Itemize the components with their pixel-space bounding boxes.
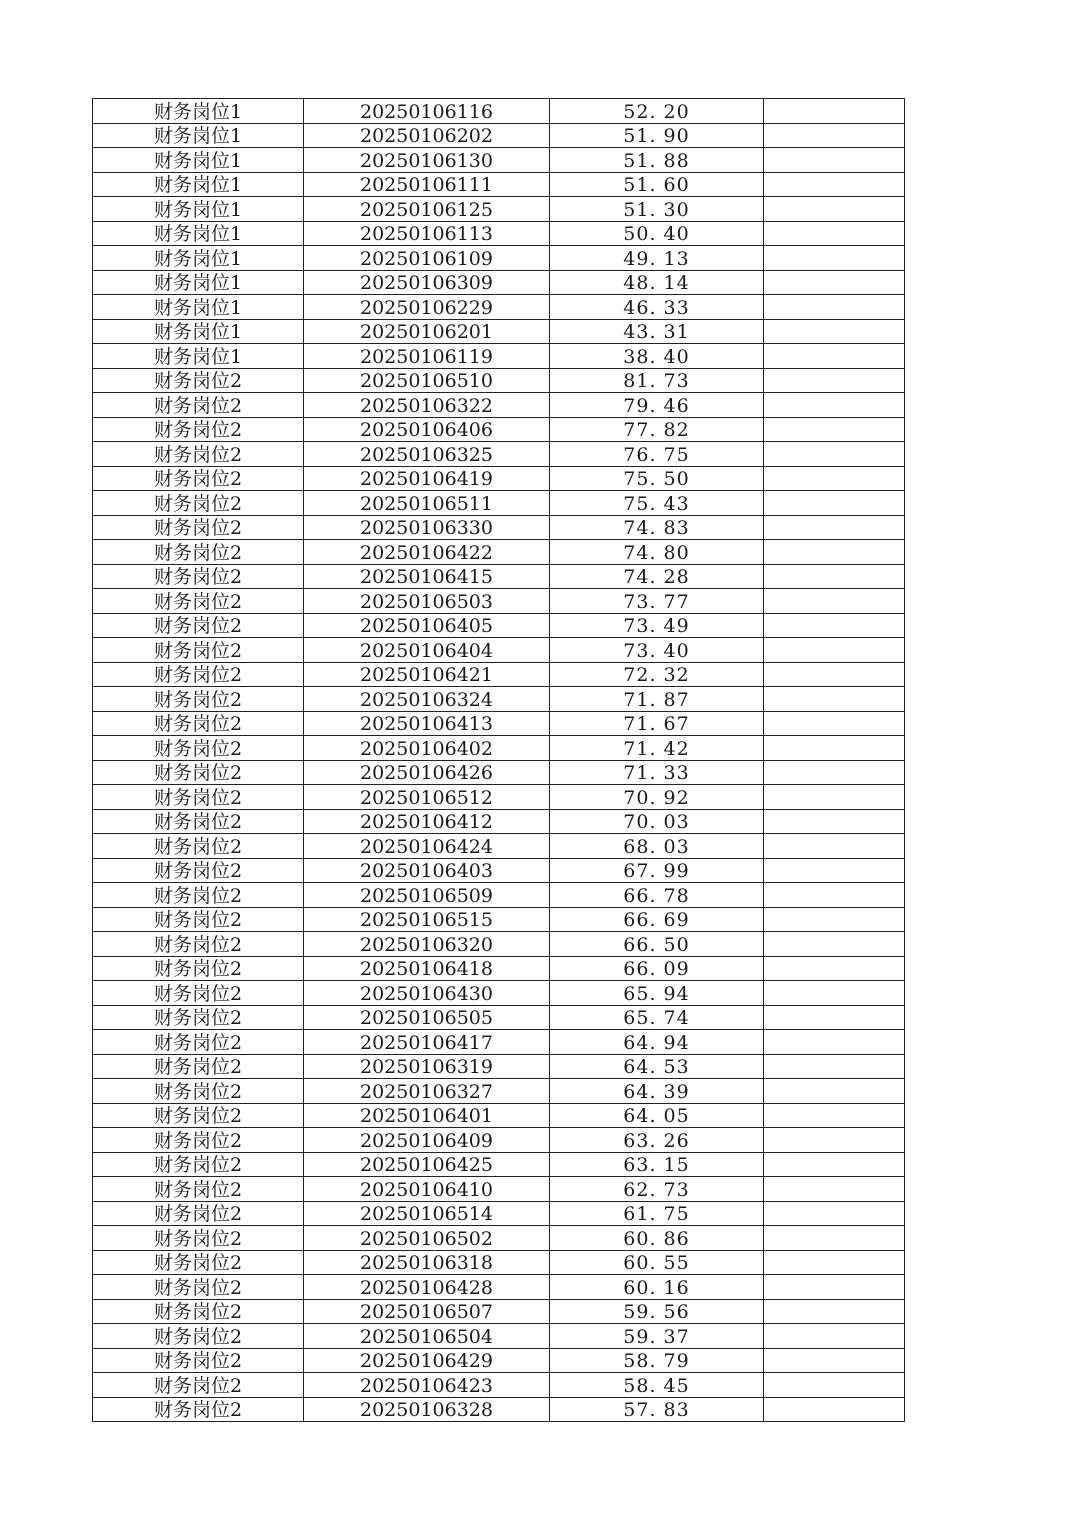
table-row xyxy=(93,417,905,442)
table-row xyxy=(93,1373,905,1398)
table-row xyxy=(93,319,905,344)
post-cell: 财务岗位2 xyxy=(93,736,304,761)
remark-cell xyxy=(764,1373,905,1398)
table-row xyxy=(93,613,905,638)
score-cell: 74. 83 xyxy=(550,515,764,540)
post-cell: 财务岗位1 xyxy=(93,221,304,246)
post-cell: 财务岗位2 xyxy=(93,1201,304,1226)
exam-id-cell: 20250106406 xyxy=(304,417,550,442)
post-cell: 财务岗位1 xyxy=(93,270,304,295)
exam-id-cell: 20250106423 xyxy=(304,1373,550,1398)
exam-id-cell: 20250106507 xyxy=(304,1299,550,1324)
exam-id-cell: 20250106113 xyxy=(304,221,550,246)
post-cell: 财务岗位2 xyxy=(93,981,304,1006)
exam-id-cell: 20250106229 xyxy=(304,295,550,320)
remark-cell xyxy=(764,564,905,589)
remark-cell xyxy=(764,172,905,197)
post-cell: 财务岗位2 xyxy=(93,1324,304,1349)
post-cell: 财务岗位2 xyxy=(93,1275,304,1300)
exam-id-cell: 20250106402 xyxy=(304,736,550,761)
remark-cell xyxy=(764,148,905,173)
post-cell: 财务岗位2 xyxy=(93,638,304,663)
remark-cell xyxy=(764,907,905,932)
score-cell: 64. 05 xyxy=(550,1103,764,1128)
table-row xyxy=(93,564,905,589)
exam-id-cell: 20250106320 xyxy=(304,932,550,957)
exam-id-cell: 20250106328 xyxy=(304,1397,550,1422)
table-row xyxy=(93,687,905,712)
exam-id-cell: 20250106512 xyxy=(304,785,550,810)
score-cell: 71. 87 xyxy=(550,687,764,712)
table-row xyxy=(93,1005,905,1030)
remark-cell xyxy=(764,1226,905,1251)
table-row xyxy=(93,172,905,197)
post-cell: 财务岗位1 xyxy=(93,344,304,369)
exam-id-cell: 20250106401 xyxy=(304,1103,550,1128)
post-cell: 财务岗位2 xyxy=(93,687,304,712)
score-cell: 51. 90 xyxy=(550,123,764,148)
post-cell: 财务岗位2 xyxy=(93,662,304,687)
table-row xyxy=(93,442,905,467)
table-row xyxy=(93,736,905,761)
score-cell: 60. 16 xyxy=(550,1275,764,1300)
remark-cell xyxy=(764,858,905,883)
post-cell: 财务岗位2 xyxy=(93,540,304,565)
exam-id-cell: 20250106510 xyxy=(304,368,550,393)
score-cell: 79. 46 xyxy=(550,393,764,418)
remark-cell xyxy=(764,515,905,540)
score-cell: 76. 75 xyxy=(550,442,764,467)
exam-id-cell: 20250106430 xyxy=(304,981,550,1006)
post-cell: 财务岗位2 xyxy=(93,1397,304,1422)
exam-id-cell: 20250106515 xyxy=(304,907,550,932)
table-row xyxy=(93,540,905,565)
table-row xyxy=(93,515,905,540)
exam-id-cell: 20250106424 xyxy=(304,834,550,859)
table-row xyxy=(93,638,905,663)
score-cell: 51. 30 xyxy=(550,197,764,222)
exam-id-cell: 20250106428 xyxy=(304,1275,550,1300)
remark-cell xyxy=(764,1299,905,1324)
exam-id-cell: 20250106330 xyxy=(304,515,550,540)
score-cell: 71. 33 xyxy=(550,760,764,785)
score-cell: 60. 86 xyxy=(550,1226,764,1251)
score-cell: 51. 88 xyxy=(550,148,764,173)
table-row xyxy=(93,1152,905,1177)
table-row xyxy=(93,1103,905,1128)
score-cell: 64. 53 xyxy=(550,1054,764,1079)
score-cell: 67. 99 xyxy=(550,858,764,883)
remark-cell xyxy=(764,687,905,712)
remark-cell xyxy=(764,981,905,1006)
post-cell: 财务岗位2 xyxy=(93,368,304,393)
table-row xyxy=(93,1324,905,1349)
table-row xyxy=(93,270,905,295)
remark-cell xyxy=(764,1152,905,1177)
post-cell: 财务岗位2 xyxy=(93,1152,304,1177)
exam-id-cell: 20250106201 xyxy=(304,319,550,344)
post-cell: 财务岗位1 xyxy=(93,123,304,148)
table-row xyxy=(93,932,905,957)
score-cell: 46. 33 xyxy=(550,295,764,320)
post-cell: 财务岗位2 xyxy=(93,809,304,834)
post-cell: 财务岗位2 xyxy=(93,785,304,810)
exam-id-cell: 20250106111 xyxy=(304,172,550,197)
remark-cell xyxy=(764,319,905,344)
remark-cell xyxy=(764,1054,905,1079)
exam-id-cell: 20250106410 xyxy=(304,1177,550,1202)
exam-id-cell: 20250106417 xyxy=(304,1030,550,1055)
exam-id-cell: 20250106413 xyxy=(304,711,550,736)
table-row xyxy=(93,1299,905,1324)
table-row xyxy=(93,883,905,908)
post-cell: 财务岗位2 xyxy=(93,1030,304,1055)
remark-cell xyxy=(764,1128,905,1153)
post-cell: 财务岗位2 xyxy=(93,1348,304,1373)
table-row xyxy=(93,956,905,981)
exam-id-cell: 20250106322 xyxy=(304,393,550,418)
score-cell: 64. 39 xyxy=(550,1079,764,1104)
exam-id-cell: 20250106502 xyxy=(304,1226,550,1251)
score-cell: 63. 26 xyxy=(550,1128,764,1153)
post-cell: 财务岗位2 xyxy=(93,1373,304,1398)
exam-id-cell: 20250106116 xyxy=(304,99,550,124)
score-cell: 65. 74 xyxy=(550,1005,764,1030)
table-row xyxy=(93,466,905,491)
remark-cell xyxy=(764,785,905,810)
exam-id-cell: 20250106504 xyxy=(304,1324,550,1349)
remark-cell xyxy=(764,760,905,785)
score-cell: 77. 82 xyxy=(550,417,764,442)
table-row xyxy=(93,99,905,124)
post-cell: 财务岗位2 xyxy=(93,491,304,516)
table-row xyxy=(93,834,905,859)
score-table xyxy=(92,98,905,1422)
remark-cell xyxy=(764,1177,905,1202)
score-cell: 50. 40 xyxy=(550,221,764,246)
table-row xyxy=(93,1275,905,1300)
exam-id-cell: 20250106325 xyxy=(304,442,550,467)
score-cell: 71. 42 xyxy=(550,736,764,761)
post-cell: 财务岗位1 xyxy=(93,172,304,197)
exam-id-cell: 20250106319 xyxy=(304,1054,550,1079)
post-cell: 财务岗位2 xyxy=(93,564,304,589)
exam-id-cell: 20250106119 xyxy=(304,344,550,369)
post-cell: 财务岗位2 xyxy=(93,515,304,540)
score-cell: 43. 31 xyxy=(550,319,764,344)
post-cell: 财务岗位2 xyxy=(93,932,304,957)
table-row xyxy=(93,1054,905,1079)
exam-id-cell: 20250106511 xyxy=(304,491,550,516)
table-row xyxy=(93,1128,905,1153)
score-cell: 59. 56 xyxy=(550,1299,764,1324)
exam-id-cell: 20250106403 xyxy=(304,858,550,883)
exam-id-cell: 20250106415 xyxy=(304,564,550,589)
table-row xyxy=(93,858,905,883)
table-row xyxy=(93,1250,905,1275)
remark-cell xyxy=(764,393,905,418)
remark-cell xyxy=(764,1030,905,1055)
post-cell: 财务岗位2 xyxy=(93,834,304,859)
post-cell: 财务岗位2 xyxy=(93,417,304,442)
post-cell: 财务岗位2 xyxy=(93,907,304,932)
post-cell: 财务岗位1 xyxy=(93,148,304,173)
remark-cell xyxy=(764,246,905,271)
score-cell: 73. 49 xyxy=(550,613,764,638)
table-row xyxy=(93,295,905,320)
score-cell: 58. 45 xyxy=(550,1373,764,1398)
table-row xyxy=(93,344,905,369)
exam-id-cell: 20250106514 xyxy=(304,1201,550,1226)
post-cell: 财务岗位2 xyxy=(93,442,304,467)
remark-cell xyxy=(764,1397,905,1422)
score-cell: 66. 78 xyxy=(550,883,764,908)
remark-cell xyxy=(764,1348,905,1373)
exam-id-cell: 20250106318 xyxy=(304,1250,550,1275)
post-cell: 财务岗位2 xyxy=(93,858,304,883)
score-cell: 75. 43 xyxy=(550,491,764,516)
remark-cell xyxy=(764,491,905,516)
score-cell: 57. 83 xyxy=(550,1397,764,1422)
exam-id-cell: 20250106505 xyxy=(304,1005,550,1030)
score-cell: 73. 77 xyxy=(550,589,764,614)
remark-cell xyxy=(764,417,905,442)
exam-id-cell: 20250106327 xyxy=(304,1079,550,1104)
score-cell: 81. 73 xyxy=(550,368,764,393)
remark-cell xyxy=(764,368,905,393)
table-row xyxy=(93,123,905,148)
score-cell: 48. 14 xyxy=(550,270,764,295)
table-row xyxy=(93,785,905,810)
table-row xyxy=(93,1030,905,1055)
post-cell: 财务岗位2 xyxy=(93,1079,304,1104)
post-cell: 财务岗位2 xyxy=(93,1250,304,1275)
post-cell: 财务岗位1 xyxy=(93,246,304,271)
post-cell: 财务岗位1 xyxy=(93,99,304,124)
remark-cell xyxy=(764,711,905,736)
score-cell: 66. 50 xyxy=(550,932,764,957)
score-cell: 62. 73 xyxy=(550,1177,764,1202)
remark-cell xyxy=(764,736,905,761)
table-row xyxy=(93,760,905,785)
exam-id-cell: 20250106125 xyxy=(304,197,550,222)
table-row xyxy=(93,246,905,271)
remark-cell xyxy=(764,834,905,859)
score-cell: 52. 20 xyxy=(550,99,764,124)
table-row xyxy=(93,711,905,736)
remark-cell xyxy=(764,99,905,124)
exam-id-cell: 20250106409 xyxy=(304,1128,550,1153)
remark-cell xyxy=(764,344,905,369)
score-cell: 49. 13 xyxy=(550,246,764,271)
score-cell: 59. 37 xyxy=(550,1324,764,1349)
score-cell: 51. 60 xyxy=(550,172,764,197)
table-row xyxy=(93,393,905,418)
table-row xyxy=(93,197,905,222)
table-row xyxy=(93,589,905,614)
post-cell: 财务岗位2 xyxy=(93,1299,304,1324)
post-cell: 财务岗位2 xyxy=(93,956,304,981)
exam-id-cell: 20250106509 xyxy=(304,883,550,908)
table-row xyxy=(93,368,905,393)
post-cell: 财务岗位2 xyxy=(93,1054,304,1079)
exam-id-cell: 20250106405 xyxy=(304,613,550,638)
remark-cell xyxy=(764,1250,905,1275)
exam-id-cell: 20250106130 xyxy=(304,148,550,173)
remark-cell xyxy=(764,809,905,834)
exam-id-cell: 20250106109 xyxy=(304,246,550,271)
score-cell: 74. 80 xyxy=(550,540,764,565)
table-row xyxy=(93,907,905,932)
post-cell: 财务岗位2 xyxy=(93,1005,304,1030)
post-cell: 财务岗位2 xyxy=(93,883,304,908)
remark-cell xyxy=(764,1079,905,1104)
score-cell: 61. 75 xyxy=(550,1201,764,1226)
score-cell: 66. 69 xyxy=(550,907,764,932)
score-cell: 71. 67 xyxy=(550,711,764,736)
remark-cell xyxy=(764,1201,905,1226)
post-cell: 财务岗位2 xyxy=(93,1128,304,1153)
post-cell: 财务岗位2 xyxy=(93,589,304,614)
exam-id-cell: 20250106426 xyxy=(304,760,550,785)
remark-cell xyxy=(764,662,905,687)
remark-cell xyxy=(764,221,905,246)
table-row xyxy=(93,662,905,687)
remark-cell xyxy=(764,197,905,222)
post-cell: 财务岗位1 xyxy=(93,295,304,320)
table-row xyxy=(93,148,905,173)
post-cell: 财务岗位2 xyxy=(93,1177,304,1202)
score-table-body xyxy=(93,99,905,1422)
remark-cell xyxy=(764,932,905,957)
table-row xyxy=(93,1348,905,1373)
score-cell: 75. 50 xyxy=(550,466,764,491)
score-cell: 66. 09 xyxy=(550,956,764,981)
table-row xyxy=(93,1226,905,1251)
exam-id-cell: 20250106412 xyxy=(304,809,550,834)
remark-cell xyxy=(764,638,905,663)
remark-cell xyxy=(764,1324,905,1349)
exam-id-cell: 20250106404 xyxy=(304,638,550,663)
remark-cell xyxy=(764,295,905,320)
score-sheet xyxy=(92,98,904,1422)
post-cell: 财务岗位2 xyxy=(93,711,304,736)
score-cell: 64. 94 xyxy=(550,1030,764,1055)
table-row xyxy=(93,1079,905,1104)
remark-cell xyxy=(764,270,905,295)
exam-id-cell: 20250106418 xyxy=(304,956,550,981)
table-row xyxy=(93,1397,905,1422)
remark-cell xyxy=(764,956,905,981)
post-cell: 财务岗位2 xyxy=(93,466,304,491)
score-cell: 68. 03 xyxy=(550,834,764,859)
exam-id-cell: 20250106202 xyxy=(304,123,550,148)
score-cell: 70. 03 xyxy=(550,809,764,834)
remark-cell xyxy=(764,883,905,908)
remark-cell xyxy=(764,613,905,638)
post-cell: 财务岗位2 xyxy=(93,393,304,418)
exam-id-cell: 20250106419 xyxy=(304,466,550,491)
table-row xyxy=(93,981,905,1006)
remark-cell xyxy=(764,123,905,148)
table-row xyxy=(93,809,905,834)
exam-id-cell: 20250106425 xyxy=(304,1152,550,1177)
exam-id-cell: 20250106309 xyxy=(304,270,550,295)
remark-cell xyxy=(764,466,905,491)
post-cell: 财务岗位2 xyxy=(93,1226,304,1251)
post-cell: 财务岗位1 xyxy=(93,319,304,344)
score-cell: 60. 55 xyxy=(550,1250,764,1275)
remark-cell xyxy=(764,442,905,467)
exam-id-cell: 20250106421 xyxy=(304,662,550,687)
score-cell: 70. 92 xyxy=(550,785,764,810)
table-row xyxy=(93,1201,905,1226)
exam-id-cell: 20250106422 xyxy=(304,540,550,565)
table-row xyxy=(93,491,905,516)
score-cell: 73. 40 xyxy=(550,638,764,663)
score-cell: 58. 79 xyxy=(550,1348,764,1373)
remark-cell xyxy=(764,589,905,614)
remark-cell xyxy=(764,540,905,565)
score-cell: 72. 32 xyxy=(550,662,764,687)
remark-cell xyxy=(764,1275,905,1300)
score-cell: 74. 28 xyxy=(550,564,764,589)
table-row xyxy=(93,1177,905,1202)
post-cell: 财务岗位2 xyxy=(93,760,304,785)
exam-id-cell: 20250106324 xyxy=(304,687,550,712)
remark-cell xyxy=(764,1103,905,1128)
score-cell: 63. 15 xyxy=(550,1152,764,1177)
exam-id-cell: 20250106429 xyxy=(304,1348,550,1373)
table-row xyxy=(93,221,905,246)
post-cell: 财务岗位1 xyxy=(93,197,304,222)
remark-cell xyxy=(764,1005,905,1030)
post-cell: 财务岗位2 xyxy=(93,1103,304,1128)
score-cell: 38. 40 xyxy=(550,344,764,369)
score-cell: 65. 94 xyxy=(550,981,764,1006)
exam-id-cell: 20250106503 xyxy=(304,589,550,614)
post-cell: 财务岗位2 xyxy=(93,613,304,638)
